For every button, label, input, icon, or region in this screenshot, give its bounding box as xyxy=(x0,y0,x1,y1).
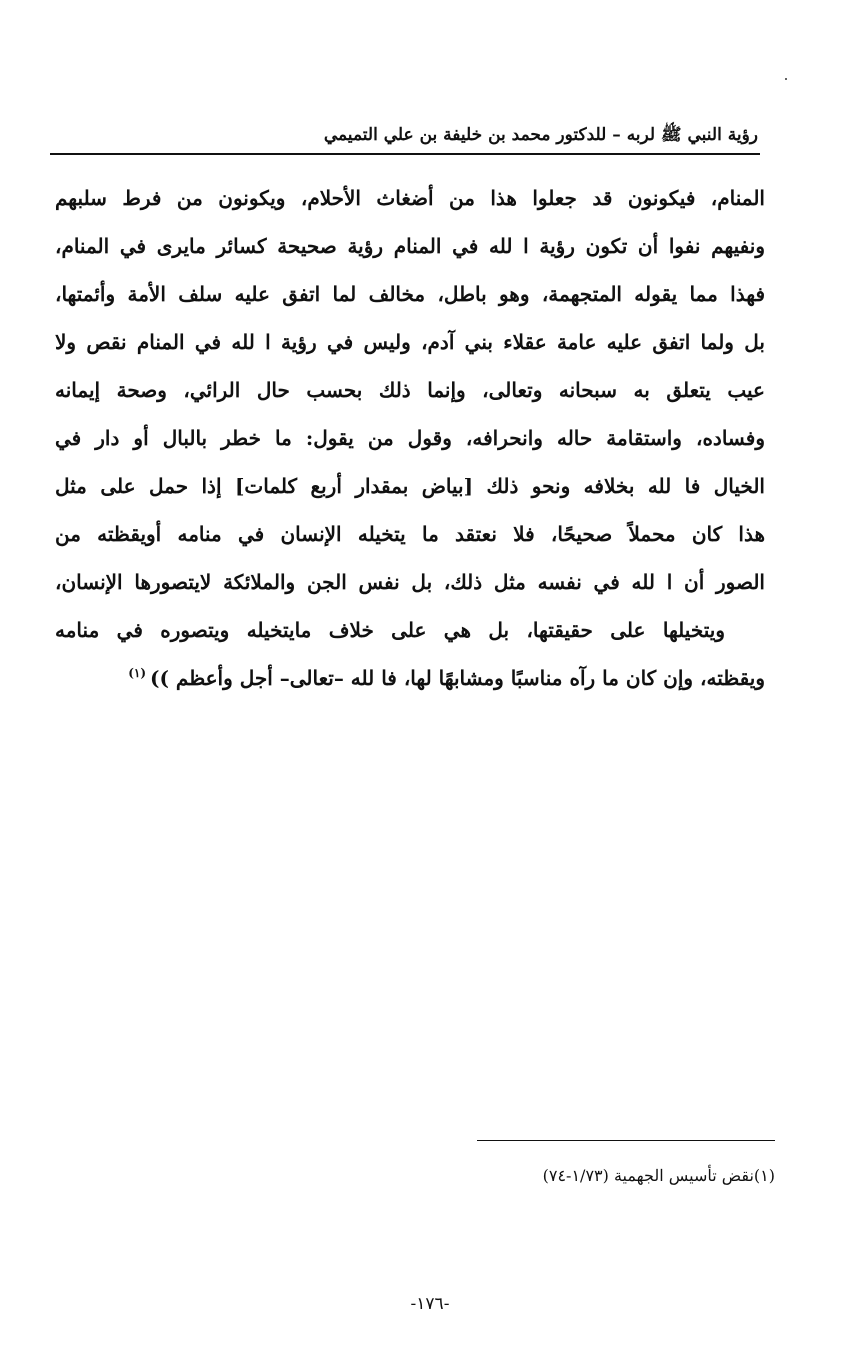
body-line: الصور أن ا لله في نفسه مثل ذلك، بل نفس الجن والملائكة لايتصورها الإنسان، xyxy=(55,570,765,594)
page-number: -١٧٦- xyxy=(410,1294,450,1314)
running-header: رؤية النبي ﷺ لربه – للدكتور محمد بن خليفة بن علي التميمي xyxy=(323,125,758,145)
body-line: فهذا مما يقوله المتجهمة، وهو باطل، مخالف لما اتفق عليه سلف الأمة وأئمتها، xyxy=(55,282,765,306)
footnote: (١)نقض تأسيس الجهمية (١/٧٣-٧٤) xyxy=(542,1166,775,1185)
body-line: وفساده، واستقامة حاله وانحرافه، وقول من يقول: ما خطر بالبال أو دار في xyxy=(55,426,765,450)
body-line: هذا كان محملاً صحيحًا، فلا نعتقد ما يتخيله الإنسان في منامه أويقظته من xyxy=(55,522,765,546)
footnote-rule xyxy=(477,1140,775,1141)
body-line: الخيال فا لله بخلافه ونحو ذلك [بياض بمقدار أربع كلمات] إذا حمل على مثل xyxy=(55,474,765,498)
header-rule xyxy=(50,153,760,155)
body-text xyxy=(55,174,765,702)
footnote-marker: (١) xyxy=(128,666,147,681)
body-line: ونفيهم نفوا أن تكون رؤية ا لله في المنام رؤية صحيحة كسائر مايرى في المنام، xyxy=(55,234,765,258)
corner-mark xyxy=(785,78,787,80)
body-line-last xyxy=(55,654,765,702)
body-line: ويتخيلها على حقيقتها، بل هي على خلاف مايتخيله ويتصوره في منامه xyxy=(55,618,725,642)
body-line: عيب يتعلق به سبحانه وتعالى، وإنما ذلك بحسب حال الرائي، وصحة إيمانه xyxy=(55,378,765,402)
body-line: المنام، فيكونون قد جعلوا هذا من أضغاث الأحلام، ويكونون من فرط سلبهم xyxy=(55,186,765,210)
body-line-text: ويقظته، وإن كان ما رآه مناسبًا ومشابهًا لها، فا لله –تعالى– أجل وأعظم )) xyxy=(150,666,765,690)
body-line: بل ولما اتفق عليه عامة عقلاء بني آدم، وليس في رؤية ا لله في المنام نقص ولا xyxy=(55,330,765,354)
